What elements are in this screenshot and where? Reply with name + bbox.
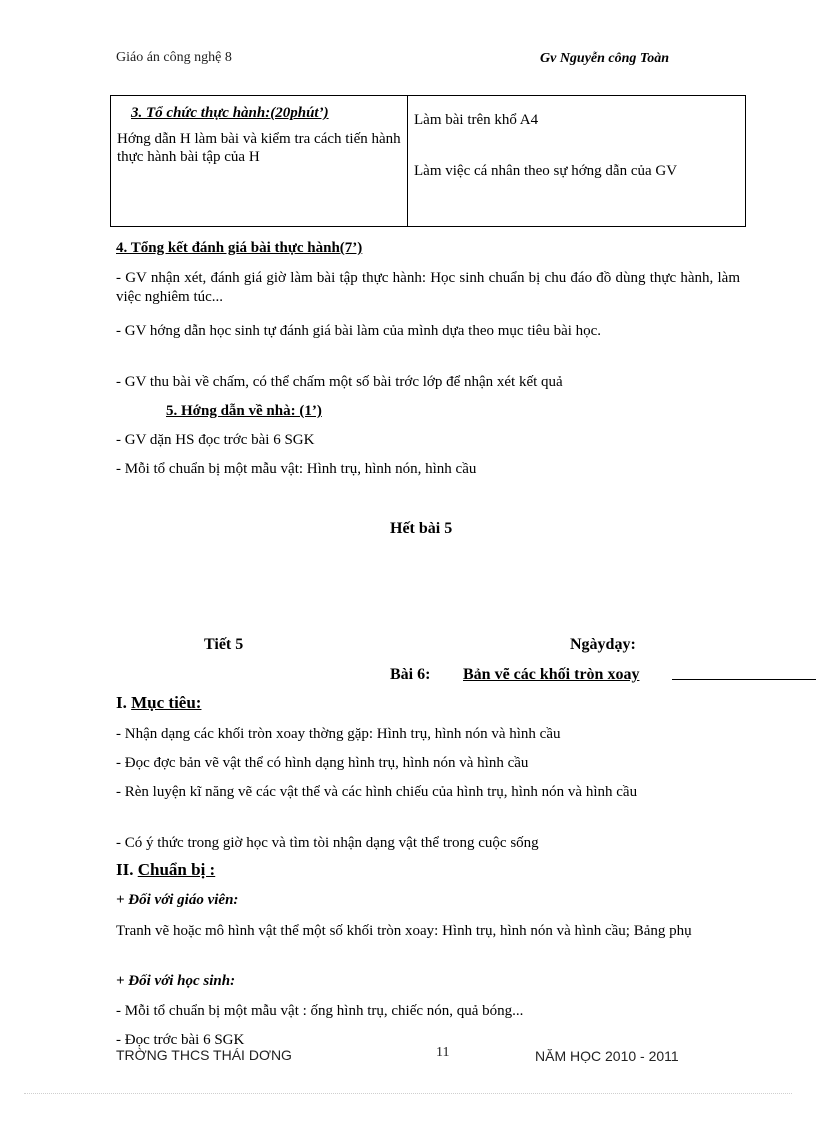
section5-title: 5. Hớng dẫn về nhà: (1’) (166, 403, 322, 419)
teacher-text: Tranh vẽ hoặc mô hình vật thể một số khối tròn xoay: Hình trụ, hình nón và hình cầu; Bảng phụ (116, 923, 692, 939)
lesson-period: Tiết 5 (204, 636, 244, 653)
table-right-2: Làm việc cá nhân theo sự hớng dẫn của GV (414, 163, 678, 179)
table-left-body: Hớng dẫn H làm bài và kiểm tra cách tiến hành thực hành bài tập của H (117, 131, 401, 165)
table-right-1: Làm bài trên khổ A4 (414, 112, 539, 128)
practice-table (110, 95, 746, 227)
footer-year: NĂM HỌC 2010 - 2011 (535, 1048, 679, 1064)
preparation-heading-num: II. (116, 860, 134, 879)
section5-p2: - Mỗi tổ chuẩn bị một mẫu vật: Hình trụ, hình nón, hình cầu (116, 461, 477, 477)
footer-page: 11 (436, 1045, 450, 1060)
preparation-heading (116, 860, 215, 880)
student-label: + Đối với học sinh: (116, 973, 236, 989)
objective-item: - Nhận dạng các khối tròn xoay thờng gặp: Hình trụ, hình nón và hình cầu (116, 726, 561, 742)
objectives-heading (116, 693, 201, 713)
title-rule (672, 679, 816, 680)
footer-school: TRỜNG THCS THÁI DƠNG (116, 1047, 292, 1063)
lesson-date-label: Ngàydạy: (570, 636, 636, 653)
objective-item: - Có ý thức trong giờ học và tìm tòi nhận dạng vật thể trong cuộc sống (116, 835, 539, 851)
table-left-title: 3. Tổ chức thực hành:(20phút’) (131, 105, 329, 121)
end-text: Hết bài 5 (390, 520, 453, 537)
table-right-cell (414, 110, 739, 181)
objectives-heading-text: Mục tiêu: (131, 693, 202, 712)
lesson-label: Bài 6: (390, 666, 431, 683)
header-right: Gv Nguyễn công Toàn (540, 51, 669, 66)
objectives-heading-num: I. (116, 693, 127, 712)
table-divider (407, 96, 408, 226)
objective-item: - Rèn luyện kĩ năng vẽ các vật thể và các hình chiếu của hình trụ, hình nón và hình cầu (116, 784, 638, 800)
teacher-label: + Đối với giáo viên: (116, 892, 239, 908)
page-bottom-rule (24, 1093, 792, 1094)
lesson-title: Bản vẽ các khối tròn xoay (463, 666, 640, 683)
section4-p2: - GV hớng dẫn học sinh tự đánh giá bài làm của mình dựa theo mục tiêu bài học. (116, 323, 602, 339)
section4-p3: - GV thu bài về chấm, có thể chấm một số bài trớc lớp để nhận xét kết quả (116, 374, 563, 390)
student-item: - Đọc trớc bài 6 SGK (116, 1032, 245, 1048)
table-left-cell (117, 104, 401, 166)
objective-item: - Đọc đợc bản vẽ vật thể có hình dạng hình trụ, hình nón và hình cầu (116, 755, 529, 771)
section5-p1: - GV dặn HS đọc trớc bài 6 SGK (116, 432, 315, 448)
student-item: - Mỗi tổ chuẩn bị một mẫu vật : ống hình trụ, chiếc nón, quả bóng... (116, 1003, 524, 1019)
header-left: Giáo án công nghệ 8 (116, 50, 232, 65)
section4-p1: - GV nhận xét, đánh giá giờ làm bài tập thực hành: Học sinh chuẩn bị chu đáo đồ dùng thực hành, làm việc nghiêm túc... (116, 270, 740, 305)
preparation-heading-text: Chuẩn bị : (137, 860, 216, 879)
section4-title: 4. Tổng kết đánh giá bài thực hành(7’) (116, 240, 363, 256)
